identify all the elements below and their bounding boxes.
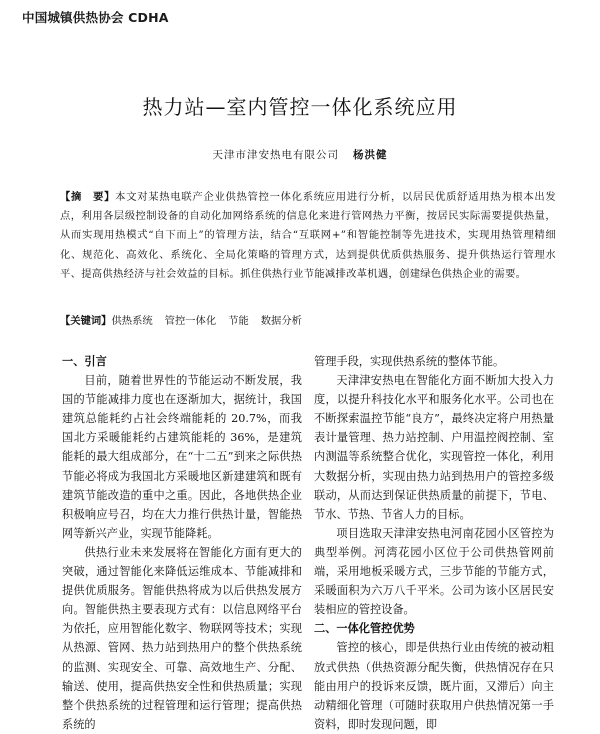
paragraph: 目前，随着世界性的节能运动不断发展，我国的节能减排力度也在逐渐加大，据统计，我国建筑总能耗约占社会终端能耗的 20.7%，而我国北方采暖能耗约占建筑能耗的 36%，是建筑能耗的最大组成部分，在“十二五”到来之际供热节能必将成为我国北方采暖地区新建建筑和既有建筑节能改造的重中之重。因此，各地供热企业积极响应号召，均在大力推行供热计量，智能热网等新兴产业，实现节能降耗。 — [62, 374, 302, 540]
journal-header: 中国城镇供热协会 CDHA — [22, 10, 169, 25]
section-heading-advantages: 二、一体化管控优势 — [314, 621, 415, 636]
abstract-text: 本文对某热电联产企业供热管控一体化系统应用进行分析，以居民优质舒适用热为根本出发点，利用各层级控制设备的自动化加网络系统的信息化来进行管网热力平衡，按居民实际需要提供热量，从而实现用热模式“自下而上”的管理方法，结合“互联网+”和智能控制等先进技术，实现用热管理精细化、规范化、高效化、系统化、全局化策略的管理方式，达到提供优质供热服务、提升供热运行管理水平、提高供热经济与社会效益的目标。抓住供热行业节能减排改革机遇，创建绿色供热企业的需要。 — [60, 191, 557, 280]
author-line — [0, 147, 600, 162]
keyword: 供热系统 — [111, 315, 153, 327]
abstract — [60, 188, 556, 284]
body-column-left — [62, 352, 302, 734]
paragraph: 供热行业未来发展将在智能化方面有更大的突破，通过智能化来降低运维成本、节能减排和提供优质服务。智能供热将成为以后供热发展方向。智能供热主要表现方式有：以信息网络平台为依托，应用智能化数字、物联网等技术；实现从热源、管网、热力站到热用户的整个供热系统的监测、实现安全、可靠、高效地生产、分配、输送、使用，提高供热安全性和供热质量；实现整个供热系统的过程管理和运行管理；提高供热系统的 — [62, 545, 302, 731]
paper-title: 热力站—室内管控一体化系统应用 — [142, 95, 458, 119]
paragraph: 管理手段，实现供热系统的整体节能。 — [314, 355, 505, 368]
paragraph: 管控的核心，即是供热行业由传统的被动粗放式供热（供热资源分配失衡，供热情况存在只能由用户的投诉来反馈，既片面，又滞后）向主动精细化管理（可随时获取用户供热情况第一手资料，即时发现问题，即 — [314, 641, 554, 731]
keyword: 节能 — [228, 315, 249, 327]
keyword: 数据分析 — [260, 315, 302, 327]
paragraph: 项目选取天津津安热电河南花园小区管控为典型举例。河湾花园小区位于公司供热管网前端，采用地板采暖方式，三步节能的节能方式，采暖面积为六万八千平米。公司为该小区居民安装相应的管控设备。 — [314, 526, 554, 617]
author-affiliation: 天津市津安热电有限公司 — [212, 149, 339, 161]
keywords — [60, 312, 556, 331]
abstract-label: 【摘 要】 — [60, 191, 116, 203]
author-name: 杨洪健 — [353, 149, 388, 161]
keywords-label: 【关键词】 — [60, 315, 112, 327]
paragraph: 天津津安热电在智能化方面不断加大投入力度，以提升科技化水平和服务化水平。公司也在不断探索温控节能“良方”，最终决定将户用热量表计量管理、热力站控制、户用温控阀控制、室内测温等系统整合优化，实现管控一体化，利用大数据分析，实现由热力站到热用户的管控多级联动，从而达到保证供热质量的前提下，节电、节水、节热、节省人力的目标。 — [314, 374, 554, 521]
section-heading-intro: 一、引言 — [62, 354, 107, 368]
keyword: 管控一体化 — [164, 315, 217, 327]
body-column-right — [314, 352, 554, 734]
